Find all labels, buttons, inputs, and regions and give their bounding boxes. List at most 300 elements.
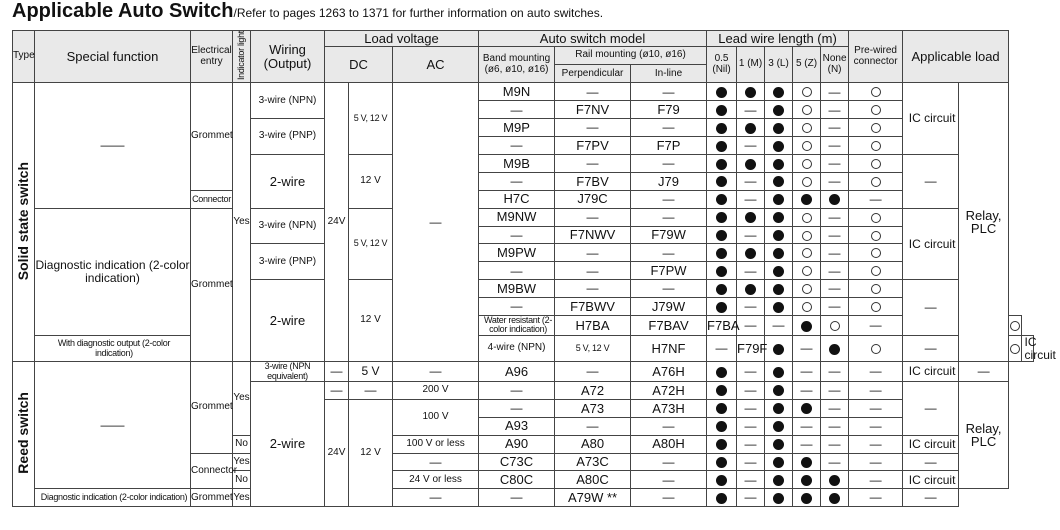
filled-dot-icon [707, 208, 737, 226]
filled-dot-icon [737, 208, 765, 226]
perp-F7BWV: F7BWV [555, 298, 631, 316]
dc-5v: 5 V [349, 362, 393, 382]
load-ic-5: IC circuit [903, 435, 959, 453]
wiring-pnp3-1: 3-wire (PNP) [251, 119, 325, 155]
dash-cell: — [737, 262, 765, 280]
page-title [0, 0, 1060, 22]
hdr-ac: AC [393, 47, 479, 83]
special-diag-ind: Diagnostic indication (2-color indication) [35, 489, 191, 507]
filled-dot-icon [793, 316, 821, 336]
open-circle-icon [793, 244, 821, 262]
dash-cell: — [793, 381, 821, 399]
dash-cell: — [849, 489, 903, 507]
filled-dot-icon [745, 284, 756, 295]
open-circle-icon [802, 87, 812, 97]
open-circle-icon [871, 284, 881, 294]
hdr-wiring: Wiring (Output) [251, 31, 325, 83]
entry-grommet-4: Grommet [191, 489, 233, 507]
filled-dot-icon [707, 172, 737, 190]
filled-dot-icon [716, 493, 727, 504]
open-circle-icon [793, 83, 821, 101]
open-circle-icon [849, 137, 903, 155]
ac-cell: — [393, 489, 479, 507]
open-circle-icon [871, 266, 881, 276]
open-circle-icon [802, 123, 812, 133]
band-A96: A96 [479, 362, 555, 382]
inline-cell: — [631, 417, 707, 435]
load-relay-2: Relay, PLC [959, 381, 1009, 488]
filled-dot-icon [716, 141, 727, 152]
band-M9PW: M9PW [479, 244, 555, 262]
open-circle-icon [821, 316, 849, 336]
dash-cell: — [849, 381, 903, 399]
dash-cell: — [737, 399, 765, 417]
wiring-npn3-2: 3-wire (NPN) [251, 208, 325, 244]
hdr-prewired: Pre-wired connector [849, 31, 903, 83]
indicator-yes-1: Yes [233, 83, 251, 362]
filled-dot-icon [829, 194, 840, 205]
filled-dot-icon [773, 403, 784, 414]
filled-dot-icon [737, 119, 765, 137]
open-circle-icon [793, 226, 821, 244]
ac-100v: 100 V [393, 399, 479, 435]
dash-cell: — [821, 453, 849, 471]
filled-dot-icon [716, 159, 727, 170]
open-circle-icon [802, 302, 812, 312]
open-circle-icon [802, 248, 812, 258]
filled-dot-icon [821, 489, 849, 507]
perp-cell: — [555, 417, 631, 435]
perp-cell: — [555, 155, 631, 173]
perp-J79C: J79C [555, 190, 631, 208]
perp-F7BAV: F7BAV [631, 316, 707, 336]
filled-dot-icon [737, 83, 765, 101]
filled-dot-icon [716, 302, 727, 313]
perp-A80: A80 [555, 435, 631, 453]
inline-cell: — [631, 471, 707, 489]
dash-cell: — [821, 208, 849, 226]
inline-A76H: A76H [631, 362, 707, 382]
band-M9BW: M9BW [479, 280, 555, 298]
filled-dot-icon [707, 262, 737, 280]
filled-dot-icon [773, 248, 784, 259]
filled-dot-icon [773, 87, 784, 98]
indicator-yes-4: Yes [233, 489, 251, 507]
dash-cell: — [849, 316, 903, 336]
inline-F79: F79 [631, 101, 707, 119]
load-dash-6: — [903, 489, 959, 507]
wiring-npn4: 4-wire (NPN) [479, 335, 555, 361]
load-dash-5: — [903, 453, 959, 471]
open-circle-icon [871, 302, 881, 312]
open-circle-icon [849, 155, 903, 173]
filled-dot-icon [707, 435, 737, 453]
special-diag: Diagnostic indication (2-color indication) [35, 208, 191, 335]
inline-J79: J79 [631, 172, 707, 190]
load-dash-2: — [903, 280, 959, 336]
filled-dot-icon [765, 417, 793, 435]
dash-cell: — [737, 417, 765, 435]
inline-F7BA: F7BA [707, 316, 737, 336]
filled-dot-icon [773, 176, 784, 187]
perp-cell: — [555, 280, 631, 298]
special-diag-out: With diagnostic output (2-color indication) [35, 335, 191, 361]
type-reed [13, 362, 35, 507]
band-A90: A90 [479, 435, 555, 453]
band-C80C: C80C [479, 471, 555, 489]
dash-cell: — [821, 226, 849, 244]
band-A93: A93 [479, 417, 555, 435]
filled-dot-icon [765, 155, 793, 173]
band-H7BA: H7BA [555, 316, 631, 336]
filled-dot-icon [773, 385, 784, 396]
entry-connector-2: Connector [191, 453, 233, 489]
filled-dot-icon [765, 489, 793, 507]
dash-cell: — [793, 362, 821, 382]
dash-cell: — [821, 362, 849, 382]
filled-dot-icon [801, 457, 812, 468]
table-row [13, 489, 1034, 507]
dash-cell: — [821, 155, 849, 173]
filled-dot-icon [716, 194, 727, 205]
hdr-load: Applicable load [903, 31, 1009, 83]
dash-cell: — [793, 335, 821, 361]
dash-cell: — [737, 453, 765, 471]
inline-J79W: J79W [631, 298, 707, 316]
open-circle-icon [871, 248, 881, 258]
perp-cell: — [555, 83, 631, 101]
filled-dot-icon [716, 230, 727, 241]
load-ic-6: IC circuit [903, 471, 959, 489]
filled-dot-icon [707, 226, 737, 244]
filled-dot-icon [765, 172, 793, 190]
hdr-indicator [233, 31, 251, 83]
dash-cell: — [737, 362, 765, 382]
filled-dot-icon [765, 453, 793, 471]
open-circle-icon [849, 208, 903, 226]
filled-dot-icon [765, 137, 793, 155]
filled-dot-icon [745, 212, 756, 223]
filled-dot-icon [821, 471, 849, 489]
filled-dot-icon [707, 298, 737, 316]
band-cell: — [479, 298, 555, 316]
dash-cell: — [737, 489, 765, 507]
ac-200v: 200 V [393, 381, 479, 399]
open-circle-icon [802, 213, 812, 223]
filled-dot-icon [707, 190, 737, 208]
open-circle-icon [793, 172, 821, 190]
band-M9N: M9N [479, 83, 555, 101]
filled-dot-icon [716, 176, 727, 187]
dash-cell: — [737, 298, 765, 316]
perp-F7BV: F7BV [555, 172, 631, 190]
load-dash-4: — [903, 381, 959, 435]
hdr-lead-1: 1 (M) [737, 47, 765, 83]
open-circle-icon [1009, 316, 1021, 336]
wiring-npn-eq: 3-wire (NPN equivalent) [251, 362, 325, 382]
filled-dot-icon [707, 489, 737, 507]
hdr-dc: DC [325, 47, 393, 83]
load-ic-3: IC circuit [1021, 335, 1033, 361]
filled-dot-icon [829, 344, 840, 355]
filled-dot-icon [773, 421, 784, 432]
band-cell: — [479, 489, 555, 507]
filled-dot-icon [773, 367, 784, 378]
dc-12v-1: 12 V [349, 155, 393, 209]
filled-dot-icon [765, 83, 793, 101]
dash-cell: — [849, 190, 903, 208]
open-circle-icon [802, 141, 812, 151]
open-circle-icon [802, 266, 812, 276]
wiring-npn3-1: 3-wire (NPN) [251, 83, 325, 119]
open-circle-icon [849, 298, 903, 316]
dc-24-cell: — [325, 381, 349, 399]
band-M9P: M9P [479, 119, 555, 137]
open-circle-icon [802, 105, 812, 115]
hdr-inline: In-line [631, 65, 707, 83]
open-circle-icon [871, 177, 881, 187]
open-circle-icon [1010, 321, 1020, 331]
open-circle-icon [849, 83, 903, 101]
filled-dot-icon [765, 208, 793, 226]
band-M9B: M9B [479, 155, 555, 173]
filled-dot-icon [737, 244, 765, 262]
table-row [13, 362, 1034, 382]
dash-cell: — [821, 83, 849, 101]
band-C73C: C73C [479, 453, 555, 471]
open-circle-icon [802, 177, 812, 187]
filled-dot-icon [716, 367, 727, 378]
filled-dot-icon [773, 344, 784, 355]
dc-5-12-3: 5 V, 12 V [555, 335, 631, 361]
filled-dot-icon [773, 457, 784, 468]
open-circle-icon [849, 101, 903, 119]
open-circle-icon [871, 159, 881, 169]
filled-dot-icon [773, 141, 784, 152]
hdr-lead-none: None (N) [821, 47, 849, 83]
open-circle-icon [1009, 335, 1021, 361]
dash-cell: — [849, 362, 903, 382]
indicator-yes-3: Yes [233, 453, 251, 471]
filled-dot-icon [707, 119, 737, 137]
filled-dot-icon [821, 335, 849, 361]
open-circle-icon [871, 123, 881, 133]
perp-A73C: A73C [555, 453, 631, 471]
open-circle-icon [793, 101, 821, 119]
inline-F7PW: F7PW [631, 262, 707, 280]
filled-dot-icon [793, 471, 821, 489]
filled-dot-icon [745, 87, 756, 98]
open-circle-icon [849, 226, 903, 244]
band-cell: — [479, 381, 555, 399]
filled-dot-icon [745, 123, 756, 134]
perp-A80C: A80C [555, 471, 631, 489]
wiring-2wire-2: 2-wire [251, 280, 325, 362]
open-circle-icon [830, 321, 840, 331]
open-circle-icon [871, 213, 881, 223]
dash-cell: — [737, 101, 765, 119]
band-cell: — [479, 226, 555, 244]
ac-24less: 24 V or less [393, 471, 479, 489]
open-circle-icon [849, 172, 903, 190]
inline-A72H: A72H [631, 381, 707, 399]
filled-dot-icon [765, 262, 793, 280]
table-row [13, 83, 1034, 101]
perp-A73: A73 [555, 399, 631, 417]
filled-dot-icon [707, 101, 737, 119]
filled-dot-icon [765, 280, 793, 298]
filled-dot-icon [716, 475, 727, 486]
band-cell: — [479, 399, 555, 417]
title-sub: /Refer to pages 1263 to 1371 for further information on auto switches. [233, 6, 604, 20]
open-circle-icon [793, 280, 821, 298]
load-dash-1: — [903, 155, 959, 209]
special-none-1: —— [35, 83, 191, 208]
dash-cell: — [821, 298, 849, 316]
open-circle-icon [802, 284, 812, 294]
perp-A72: A72 [555, 381, 631, 399]
band-cell: — [479, 172, 555, 190]
inline-cell: — [631, 489, 707, 507]
filled-dot-icon [773, 439, 784, 450]
inline-cell: — [631, 119, 707, 137]
open-circle-icon [793, 208, 821, 226]
band-H7C: H7C [479, 190, 555, 208]
filled-dot-icon [716, 87, 727, 98]
dash-cell: — [821, 381, 849, 399]
wiring-2wire-3: 2-wire [251, 381, 325, 506]
filled-dot-icon [773, 212, 784, 223]
special-none-2: —— [35, 362, 191, 489]
filled-dot-icon [716, 212, 727, 223]
filled-dot-icon [801, 493, 812, 504]
perp-F7PV: F7PV [555, 137, 631, 155]
inline-cell: — [631, 83, 707, 101]
band-cell: — [479, 262, 555, 280]
filled-dot-icon [765, 362, 793, 382]
filled-dot-icon [716, 439, 727, 450]
band-cell: — [479, 137, 555, 155]
hdr-entry: Electrical entry [191, 31, 233, 83]
ac-100less: 100 V or less [393, 435, 479, 453]
load-relay-1: Relay, PLC [959, 83, 1009, 362]
filled-dot-icon [707, 280, 737, 298]
ac-cell: — [393, 453, 479, 471]
dash-cell: — [903, 335, 959, 361]
dash-cell: — [821, 172, 849, 190]
open-circle-icon [793, 298, 821, 316]
title-main: Applicable Auto Switch [12, 0, 234, 22]
special-water: Water resistant (2-color indication) [479, 316, 555, 336]
filled-dot-icon [745, 248, 756, 259]
filled-dot-icon [793, 399, 821, 417]
inline-cell: — [631, 208, 707, 226]
open-circle-icon [871, 105, 881, 115]
dash-cell: — [821, 280, 849, 298]
dash-cell: — [849, 471, 903, 489]
filled-dot-icon [773, 284, 784, 295]
type-reed-text: Reed switch [15, 392, 32, 474]
entry-grommet-1: Grommet [191, 83, 233, 190]
dash-cell: — [849, 435, 903, 453]
filled-dot-icon [821, 190, 849, 208]
entry-grommet-2: Grommet [191, 208, 233, 361]
filled-dot-icon [793, 453, 821, 471]
inline-F79W: F79W [631, 226, 707, 244]
dash-cell: — [821, 119, 849, 137]
perp-cell: — [555, 208, 631, 226]
filled-dot-icon [737, 155, 765, 173]
dash-cell: — [821, 137, 849, 155]
hdr-indicator-text: Indicator light [235, 31, 246, 81]
dash-cell: — [849, 417, 903, 435]
filled-dot-icon [801, 321, 812, 332]
filled-dot-icon [707, 381, 737, 399]
dash-cell: — [821, 399, 849, 417]
type-solid [13, 83, 35, 362]
perp-cell: — [707, 335, 737, 361]
inline-A73H: A73H [631, 399, 707, 417]
open-circle-icon [793, 137, 821, 155]
dash-cell: — [849, 399, 903, 417]
perp-cell: — [555, 362, 631, 382]
load-ic-1: IC circuit [903, 83, 959, 155]
indicator-yes-2: Yes [233, 362, 251, 436]
filled-dot-icon [707, 362, 737, 382]
filled-dot-icon [765, 335, 793, 361]
open-circle-icon [849, 244, 903, 262]
entry-grommet-3: Grommet [191, 362, 233, 453]
dash-cell: — [737, 190, 765, 208]
table-row [13, 335, 1034, 361]
hdr-perp: Perpendicular [555, 65, 631, 83]
entry-connector-1: Connector [191, 190, 233, 208]
inline-F7P: F7P [631, 137, 707, 155]
perp-cell: — [555, 244, 631, 262]
filled-dot-icon [765, 381, 793, 399]
dash-cell: — [765, 316, 793, 336]
dc-12v-2: 12 V [349, 280, 393, 362]
open-circle-icon [1010, 344, 1020, 354]
hdr-model: Auto switch model [479, 31, 707, 47]
filled-dot-icon [716, 421, 727, 432]
open-circle-icon [793, 119, 821, 137]
dc-24-dash: — [325, 362, 349, 382]
hdr-lead-05: 0.5 (Nil) [707, 47, 737, 83]
dash-cell: — [793, 435, 821, 453]
hdr-band: Band mounting (ø6, ø10, ø16) [479, 47, 555, 83]
perp-A79W: A79W ** [555, 489, 631, 507]
inline-cell: — [631, 155, 707, 173]
open-circle-icon [871, 231, 881, 241]
filled-dot-icon [745, 159, 756, 170]
filled-dot-icon [707, 471, 737, 489]
open-circle-icon [793, 155, 821, 173]
ac-dash-2: — [393, 362, 479, 382]
dash-cell: — [737, 471, 765, 489]
hdr-type: Type [13, 31, 35, 83]
open-circle-icon [849, 280, 903, 298]
dash-cell: — [793, 417, 821, 435]
indicator-no-2: No [233, 471, 251, 489]
filled-dot-icon [765, 101, 793, 119]
filled-dot-icon [707, 83, 737, 101]
perp-cell: — [555, 119, 631, 137]
filled-dot-icon [765, 244, 793, 262]
filled-dot-icon [793, 489, 821, 507]
filled-dot-icon [765, 226, 793, 244]
dash-cell: — [821, 262, 849, 280]
